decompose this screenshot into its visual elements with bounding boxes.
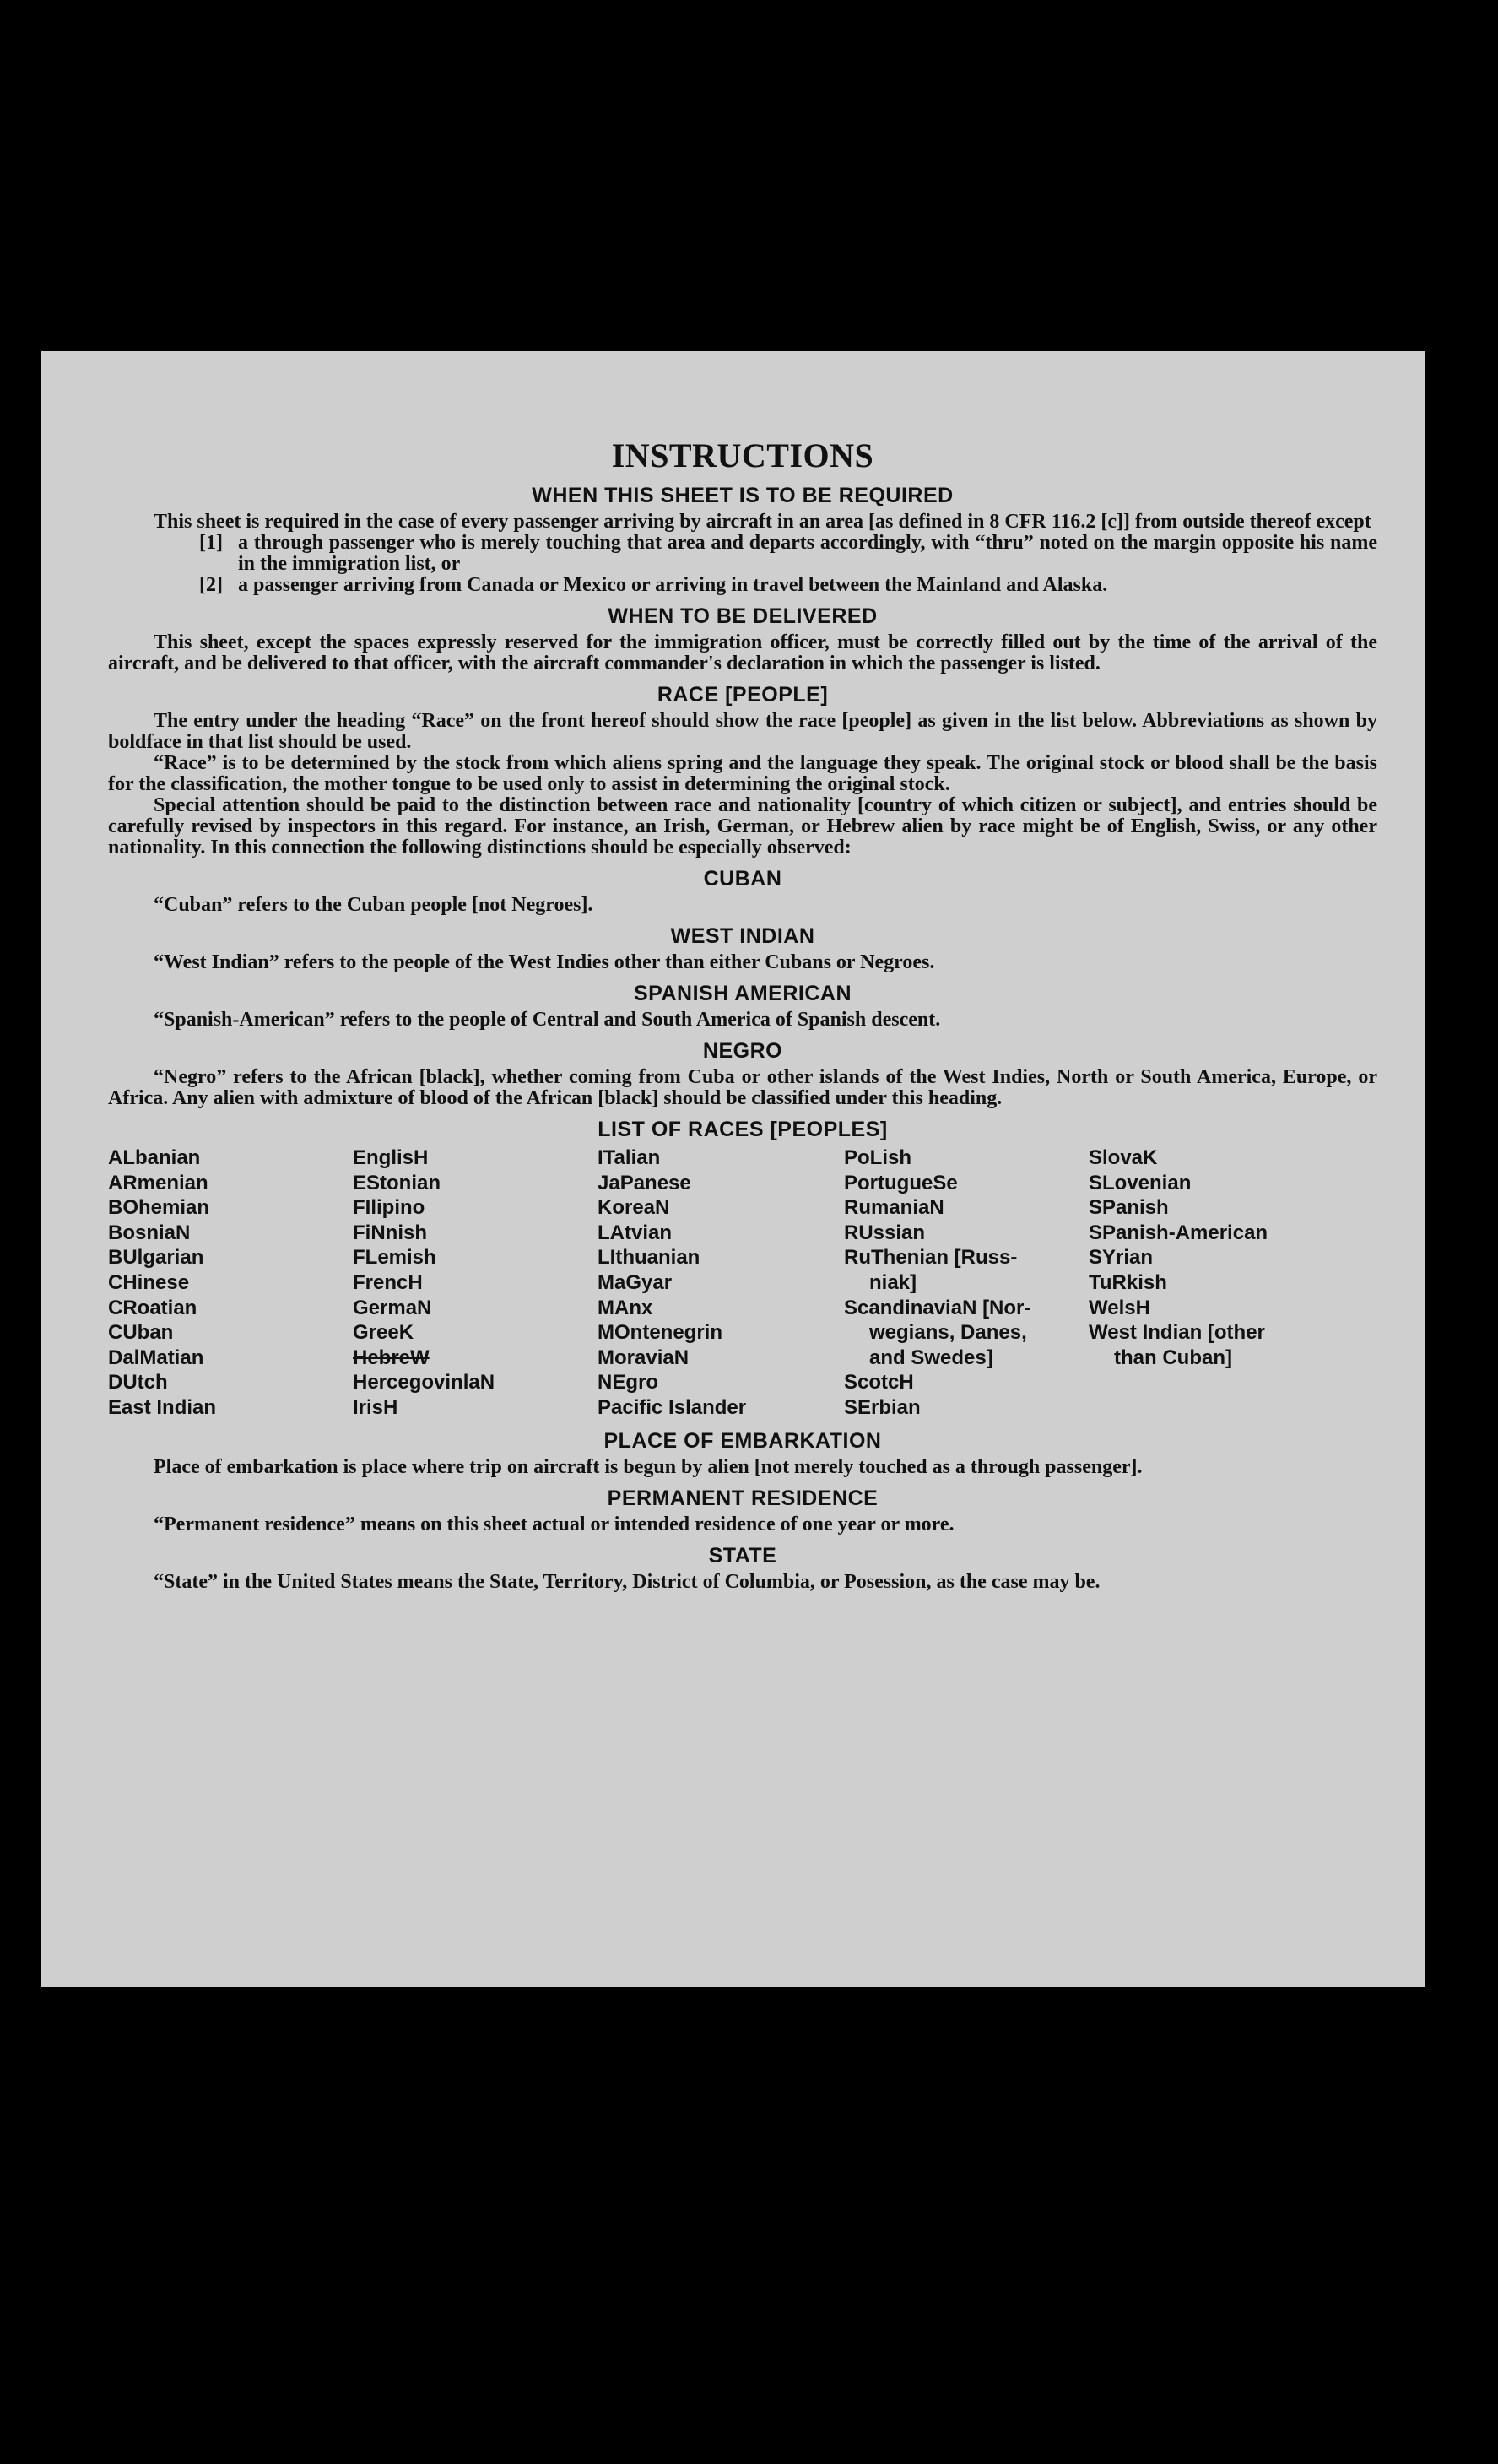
race-item: ScandinaviaN [Nor-: [844, 1296, 1031, 1319]
race-item: FLemish: [353, 1246, 436, 1270]
item-number: [2]: [199, 574, 223, 596]
item-text: a passenger arriving from Canada or Mexico or arriving in travel between the Mainland and Alaska.: [238, 574, 1108, 596]
race-item: DalMatian: [108, 1346, 204, 1369]
race-item: WelsH: [1089, 1296, 1150, 1319]
heading-permanent-residence: PERMANENT RESIDENCE: [607, 1486, 879, 1510]
races-column-1: [108, 1145, 353, 1421]
race-item: EnglisH: [353, 1146, 429, 1169]
race-item-continued: than Cuban]: [1114, 1346, 1232, 1369]
para-state: “State” in the United States means the State, Territory, District of Columbia, or Posession, as the case may be.: [154, 1570, 1101, 1593]
race-item: DUtch: [108, 1371, 168, 1394]
para-spanish-american: “Spanish-American” refers to the people of Central and South America of Spanish descent.: [154, 1009, 941, 1031]
race-item: SPanish: [1089, 1196, 1169, 1220]
heading-cuban: CUBAN: [703, 867, 782, 891]
races-list: [108, 1145, 1377, 1421]
race-item: ScotcH: [844, 1371, 914, 1394]
race-item: BosniaN: [108, 1221, 191, 1244]
para-when-required: This sheet is required in the case of every passenger arriving by aircraft in an area [as defined in 8 CFR 116.2 [c]] from outside thereof except: [154, 511, 1371, 533]
race-item: West Indian [other: [1089, 1321, 1265, 1345]
heading-place-of-embarkation: PLACE OF EMBARKATION: [603, 1428, 882, 1453]
race-item: CUban: [108, 1321, 174, 1345]
race-item: LIthuanian: [598, 1246, 700, 1270]
races-column-5: [1089, 1145, 1333, 1421]
race-item: LAtvian: [598, 1221, 673, 1244]
race-item: IrisH: [353, 1395, 398, 1419]
para-race-1: The entry under the heading “Race” on the front hereof should show the race [people] as given in the list below. Abbreviations as shown by boldface in that list should be used.: [108, 710, 1377, 753]
race-item: SLovenian: [1089, 1171, 1192, 1194]
races-column-3: [598, 1145, 844, 1421]
heading-spanish-american: SPANISH AMERICAN: [633, 982, 852, 1005]
race-item: PoLish: [844, 1146, 912, 1169]
race-item: BUlgarian: [108, 1246, 204, 1270]
para-west-indian: “West Indian” refers to the people of the West Indies other than either Cubans or Negroes.: [154, 951, 935, 973]
instruction-sheet: [41, 351, 1425, 1987]
race-item: GermaN: [353, 1296, 432, 1319]
list-item: [199, 533, 1377, 575]
race-item: ALbanian: [108, 1146, 201, 1169]
race-item: HercegovinlaN: [353, 1371, 495, 1394]
race-item: BOhemian: [108, 1196, 210, 1220]
race-item-continued: wegians, Danes,: [869, 1321, 1027, 1345]
race-item: MOntenegrin: [598, 1321, 722, 1345]
race-item: Pacific Islander: [598, 1395, 747, 1419]
heading-when-required: WHEN THIS SHEET IS TO BE REQUIRED: [532, 484, 954, 507]
race-item-continued: niak]: [869, 1270, 917, 1294]
race-item: SErbian: [844, 1395, 921, 1419]
race-item: MaGyar: [598, 1270, 673, 1294]
heading-list-of-races: LIST OF RACES [PEOPLES]: [598, 1118, 888, 1141]
heading-race: RACE [PEOPLE]: [657, 683, 829, 707]
heading-west-indian: WEST INDIAN: [670, 924, 815, 948]
para-race-2: “Race” is to be determined by the stock from which aliens spring and the language they speak. The original stock or blood shall be the basis for the classification, the mother tongue to be used only to assist in determining the original stock.: [108, 752, 1377, 795]
page-title: INSTRUCTIONS: [611, 436, 874, 474]
race-item-continued: and Swedes]: [869, 1346, 993, 1369]
para-negro: “Negro” refers to the African [black], whether coming from Cuba or other islands of the West Indies, North or South America, Europe, or Africa. Any alien with admixture of blood of the African [black] should be classified under this heading.: [108, 1066, 1377, 1109]
race-item: MoraviaN: [598, 1346, 690, 1369]
race-item: EStonian: [353, 1171, 441, 1194]
race-item: GreeK: [353, 1321, 414, 1345]
race-item: CHinese: [108, 1270, 190, 1294]
race-item: RUssian: [844, 1221, 926, 1244]
race-item-struck: HebreW: [353, 1346, 430, 1369]
race-item: TuRkish: [1089, 1270, 1167, 1294]
para-place-of-embarkation: Place of embarkation is place where trip on aircraft is begun by alien [not merely touched as a through passenger].: [154, 1455, 1143, 1478]
race-item: PortugueSe: [844, 1171, 958, 1194]
para-cuban: “Cuban” refers to the Cuban people [not Negroes].: [154, 894, 593, 916]
race-item: FrencH: [353, 1270, 423, 1294]
heading-negro: NEGRO: [702, 1039, 783, 1063]
race-item: ARmenian: [108, 1171, 208, 1194]
race-item: ITalian: [598, 1146, 661, 1169]
races-column-4: [844, 1145, 1089, 1421]
race-item: NEgro: [598, 1371, 658, 1394]
race-item: FIlipino: [353, 1196, 425, 1220]
race-item: MAnx: [598, 1296, 653, 1319]
item-text: a through passenger who is merely touching that area and departs accordingly, with “thru” noted on the margin opposite his name in the immigration list, or: [238, 532, 1377, 575]
race-item: SlovaK: [1089, 1146, 1158, 1169]
race-item: SYrian: [1089, 1246, 1154, 1270]
race-item: JaPanese: [598, 1171, 691, 1194]
race-item: RuThenian [Russ-: [844, 1246, 1018, 1270]
heading-state: STATE: [708, 1543, 777, 1568]
race-item: CRoatian: [108, 1296, 197, 1319]
race-item: SPanish-American: [1089, 1221, 1268, 1244]
para-race-3: Special attention should be paid to the distinction between race and nationality [country of which citizen or subject], and entries should be carefully revised by inspectors in this regard. For instance, an Irish, German, or Hebrew alien by race might be of English, Swiss, or any other nationality. In this connection the following distinctions should be especially observed:: [108, 794, 1377, 858]
race-item: East Indian: [108, 1395, 217, 1419]
heading-when-delivered: WHEN TO BE DELIVERED: [608, 604, 878, 628]
para-permanent-residence: “Permanent residence” means on this sheet actual or intended residence of one year or more.: [154, 1513, 955, 1535]
race-item: KoreaN: [598, 1196, 670, 1220]
race-item: FiNnish: [353, 1221, 427, 1244]
para-when-delivered: This sheet, except the spaces expressly reserved for the immigration officer, must be correctly filled out by the time of the arrival of the aircraft, and be delivered to that officer, with the aircraft commander's declaration in which the passenger is listed.: [108, 631, 1377, 674]
race-item: RumaniaN: [844, 1196, 944, 1220]
races-column-2: [353, 1145, 598, 1421]
list-item: [199, 575, 1377, 596]
item-number: [1]: [199, 532, 223, 554]
